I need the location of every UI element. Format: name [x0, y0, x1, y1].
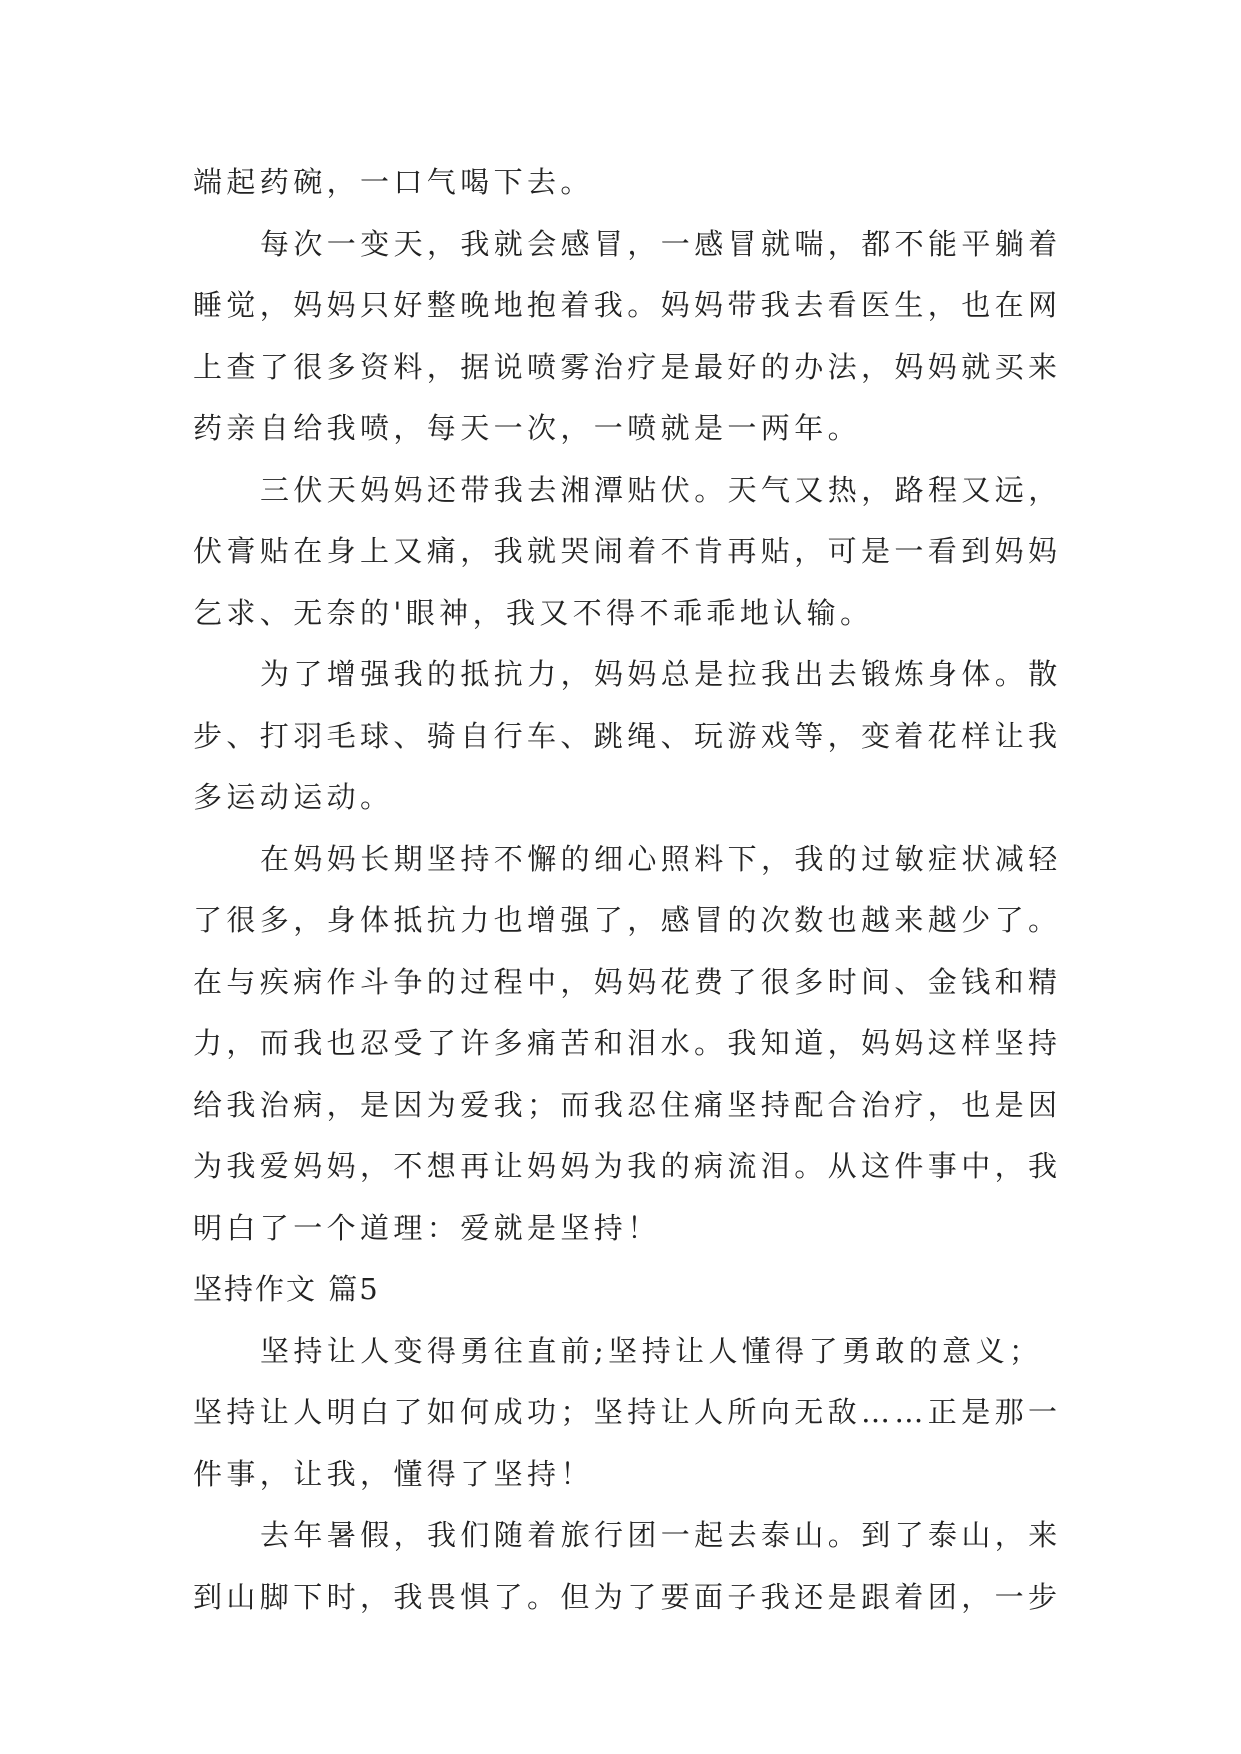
- text-line: 在与疾病作斗争的过程中，妈妈花费了很多时间、金钱和精: [193, 964, 1062, 999]
- text-line: 睡觉，妈妈只好整晚地抱着我。妈妈带我去看医生，也在网: [193, 288, 1062, 322]
- text-line: 乞求、无奈的'眼神，我又不得不乖乖地认输。: [193, 595, 874, 630]
- text-line: 药亲自给我喷，每天一次，一喷就是一两年。: [193, 411, 862, 445]
- paragraph-first-line: 在妈妈长期坚持不懈的细心照料下，我的过敏症状减轻: [260, 841, 1062, 876]
- paragraph-first-line: 每次一变天，我就会感冒，一感冒就喘，都不能平躺着: [260, 226, 1062, 261]
- text-line: 为我爱妈妈，不想再让妈妈为我的病流泪。从这件事中，我: [193, 1149, 1062, 1183]
- text-line: 伏膏贴在身上又痛，我就哭闹着不肯再贴，可是一看到妈妈: [193, 534, 1062, 568]
- text-line: 件事，让我，懂得了坚持！: [193, 1456, 594, 1491]
- text-line: 步、打羽毛球、骑自行车、跳绳、玩游戏等，变着花样让我: [193, 718, 1062, 753]
- document-body: [193, 152, 1073, 1628]
- section-heading: 坚持作文 篇5: [193, 1272, 380, 1306]
- paragraph-first-line: 去年暑假，我们随着旅行团一起去泰山。到了泰山，来: [260, 1518, 1062, 1552]
- text-line: 给我治病，是因为爱我；而我忍住痛坚持配合治疗，也是因: [193, 1087, 1062, 1122]
- text-line: 上查了很多资料，据说喷雾治疗是最好的办法，妈妈就买来: [193, 349, 1062, 384]
- paragraph-first-line: 坚持让人变得勇往直前;坚持让人懂得了勇敢的意义；: [260, 1333, 1043, 1368]
- paragraph-first-line: 三伏天妈妈还带我去湘潭贴伏。天气又热，路程又远，: [260, 472, 1062, 507]
- text-line: 力，而我也忍受了许多痛苦和泪水。我知道，妈妈这样坚持: [193, 1026, 1062, 1060]
- paragraph-first-line: 为了增强我的抵抗力，妈妈总是拉我出去锻炼身体。散: [260, 657, 1062, 691]
- text-line: 明白了一个道理：爱就是坚持！: [193, 1210, 661, 1245]
- text-line: 了很多，身体抵抗力也增强了，感冒的次数也越来越少了。: [193, 903, 1062, 937]
- text-line: 端起药碗，一口气喝下去。: [193, 165, 594, 199]
- text-line: 多运动运动。: [193, 780, 394, 814]
- text-line: 坚持让人明白了如何成功；坚持让人所向无敌……正是那一: [193, 1395, 1062, 1429]
- text-line: 到山脚下时，我畏惧了。但为了要面子我还是跟着团，一步: [193, 1579, 1062, 1614]
